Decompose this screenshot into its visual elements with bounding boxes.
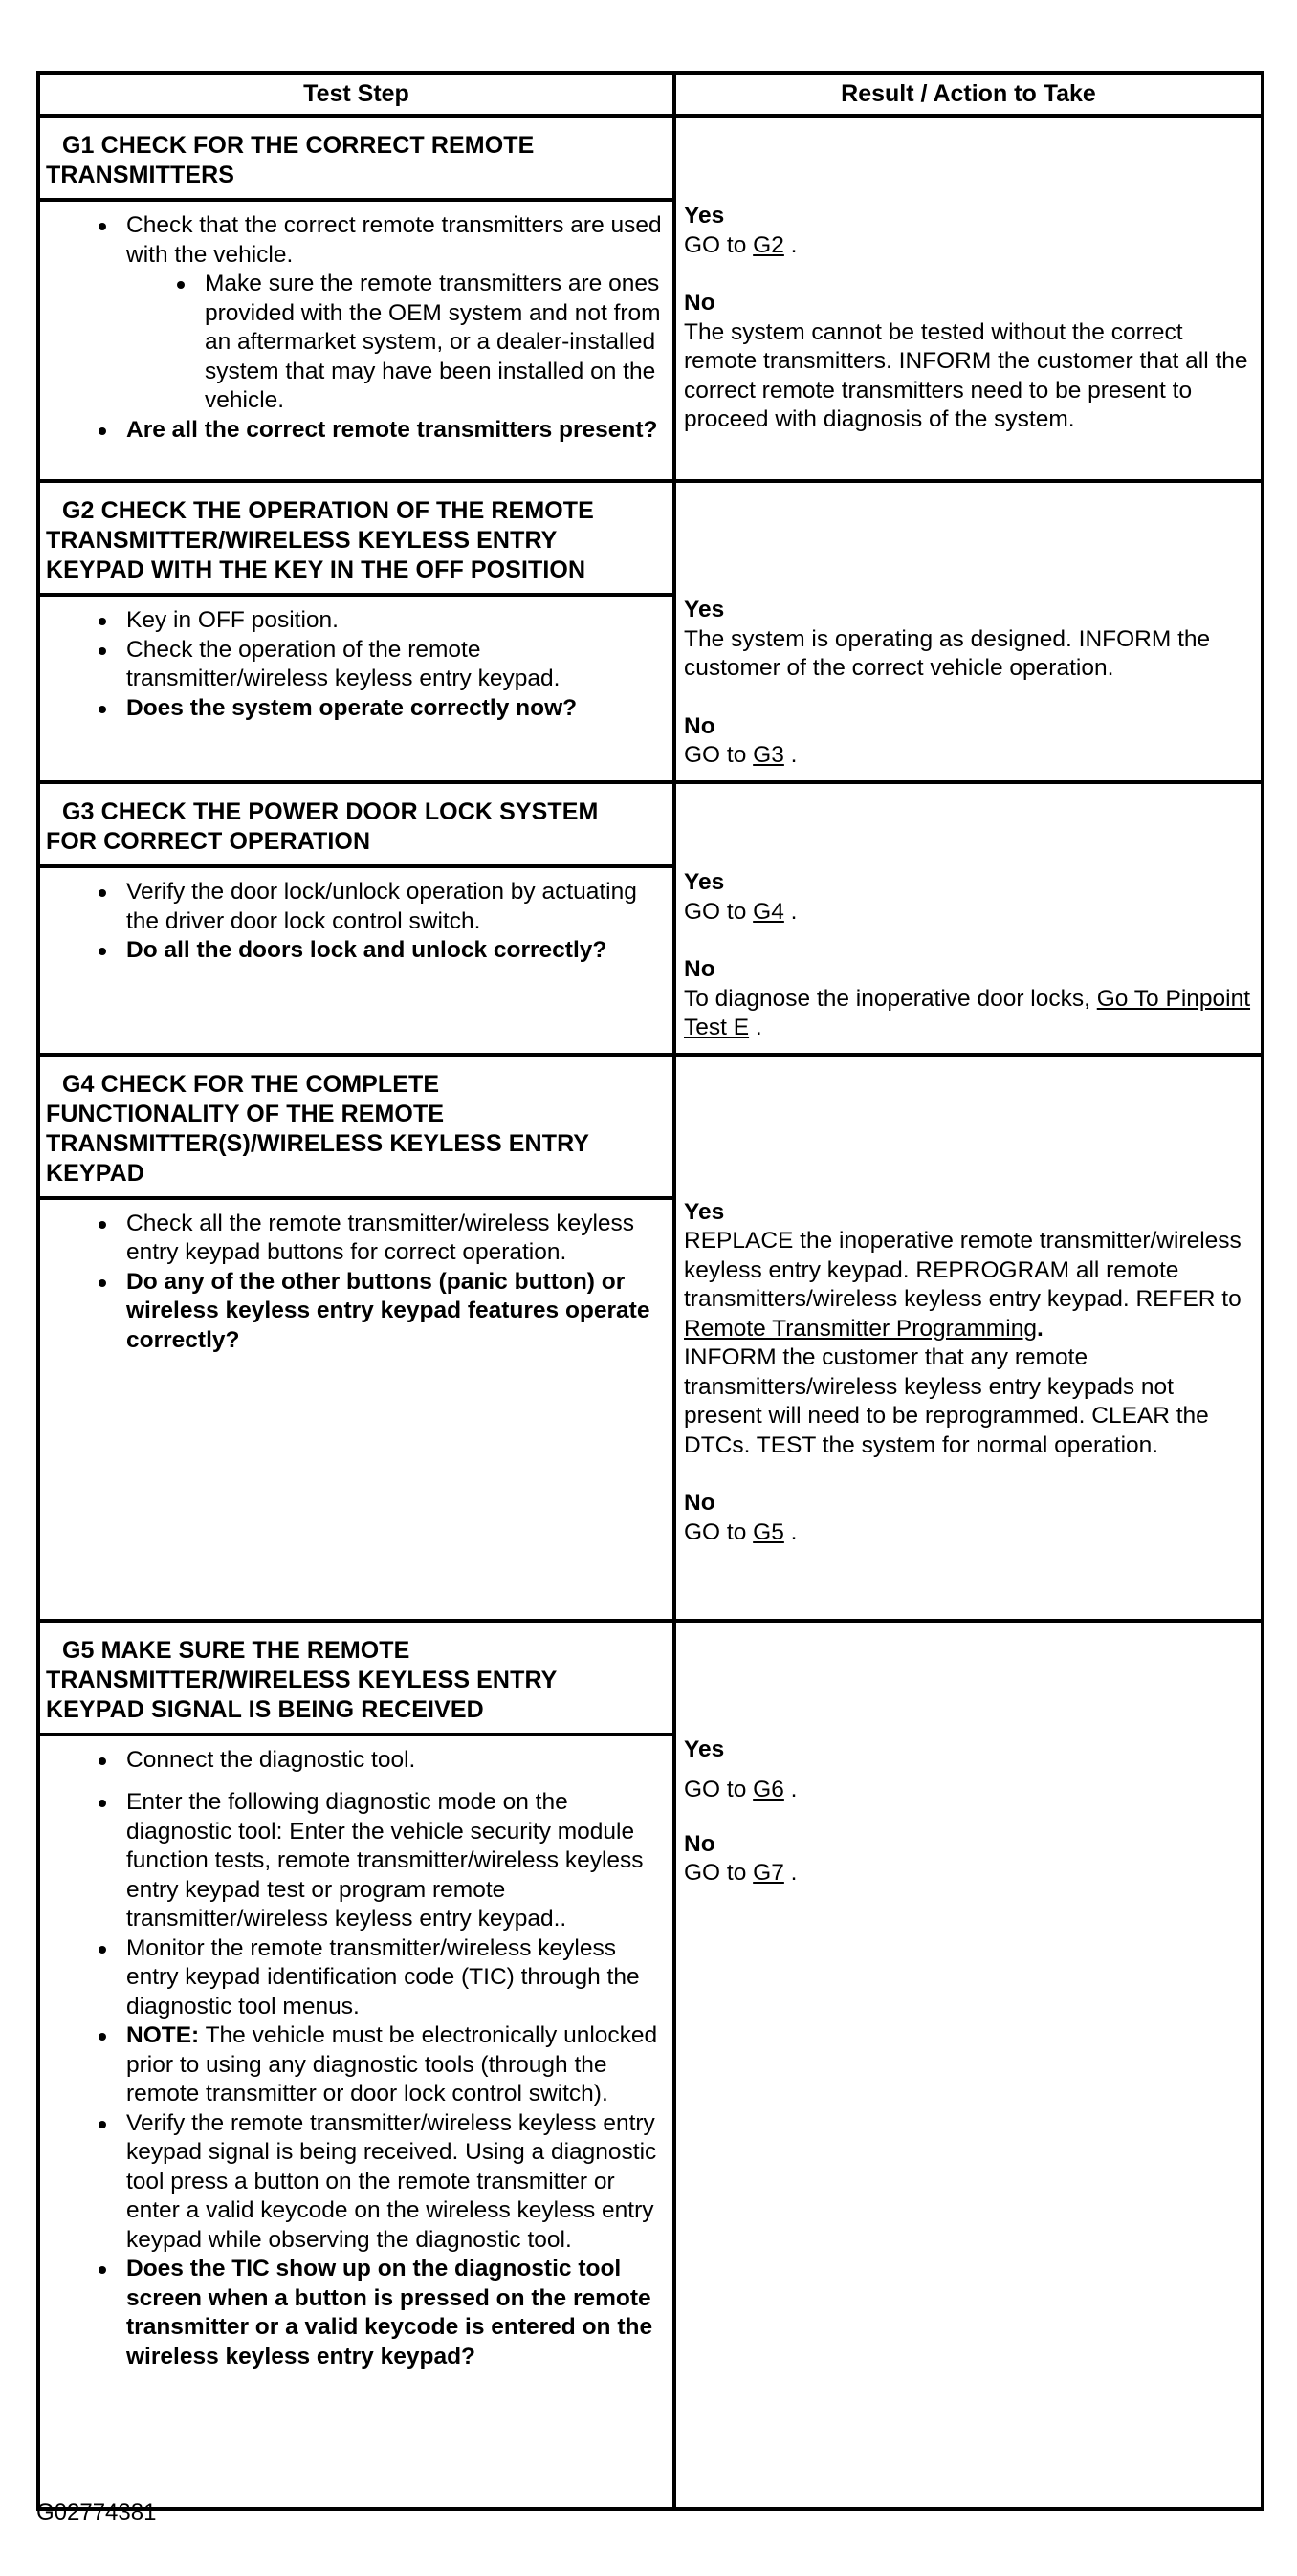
step-title-line: G3 CHECK THE POWER DOOR LOCK SYSTEM bbox=[62, 798, 599, 825]
step-title-row bbox=[38, 116, 1263, 200]
list-item: Check that the correct remote transmitters are used with the vehicle. Make sure the remote transmitters are ones provided with the OEM system and not from an aftermarket system, or a dealer-installed system that may have been installed on the vehicle. bbox=[126, 211, 665, 416]
no-label: No bbox=[684, 290, 715, 316]
result-g5: Yes GO to G6 . No GO to G7 . bbox=[674, 1621, 1263, 2509]
step-title-line: G4 CHECK FOR THE COMPLETE bbox=[62, 1070, 440, 1098]
link-pinpoint-test-e[interactable]: Go To Pinpoint Test E bbox=[684, 985, 1251, 1040]
link-g4[interactable]: G4 bbox=[753, 898, 784, 925]
list-item: Key in OFF position. bbox=[126, 606, 665, 636]
yes-text: INFORM the customer that any remote transmitters/wireless keyless entry keypads not present will need to be reprogrammed. CLEAR the DTCs. TEST the system for normal operation. bbox=[684, 1344, 1209, 1458]
no-text: GO to bbox=[684, 1518, 747, 1545]
yes-label: Yes bbox=[684, 869, 725, 895]
step-title-g3 bbox=[38, 782, 674, 866]
step-title-g1 bbox=[38, 116, 674, 200]
step-title-line: TRANSMITTER/WIRELESS KEYLESS ENTRY bbox=[46, 527, 558, 554]
step-title-line: TRANSMITTERS bbox=[46, 162, 235, 188]
link-g7[interactable]: G7 bbox=[753, 1860, 784, 1886]
list-item: Do all the doors lock and unlock correctly? bbox=[126, 936, 665, 966]
result-no: No GO to G3 . bbox=[684, 712, 1251, 771]
step-title-g5 bbox=[38, 1621, 674, 1735]
figure-id: G02774381 bbox=[36, 2500, 157, 2525]
list-item: Check all the remote transmitter/wireless keyless entry keypad buttons for correct operation. bbox=[126, 1210, 665, 1268]
link-remote-transmitter-programming[interactable]: Remote Transmitter Programming bbox=[684, 1315, 1037, 1342]
result-yes bbox=[684, 596, 1251, 684]
step-title-line: G1 CHECK FOR THE CORRECT REMOTE bbox=[62, 132, 535, 159]
step-title-g2 bbox=[38, 481, 674, 595]
step-title-line: KEYPAD SIGNAL IS BEING RECEIVED bbox=[46, 1695, 484, 1723]
list-item: Monitor the remote transmitter/wireless keyless entry keypad identification code (TIC) through the diagnostic tool menus. bbox=[126, 1934, 665, 2022]
result-no: No GO to G5 . bbox=[684, 1489, 1251, 1547]
no-text: GO to bbox=[684, 742, 747, 768]
result-g2 bbox=[674, 481, 1263, 782]
step-title-line: TRANSMITTER/WIRELESS KEYLESS ENTRY bbox=[46, 1666, 558, 1693]
yes-text: GO to bbox=[684, 231, 747, 258]
link-g2[interactable]: G2 bbox=[753, 231, 784, 258]
step-title-line: KEYPAD WITH THE KEY IN THE OFF POSITION bbox=[46, 557, 586, 583]
step-title-line: TRANSMITTER(S)/WIRELESS KEYLESS ENTRY bbox=[46, 1129, 590, 1157]
yes-label: Yes bbox=[684, 203, 725, 229]
no-label: No bbox=[684, 1490, 715, 1516]
link-g3[interactable]: G3 bbox=[753, 742, 784, 768]
step-title-line: KEYPAD bbox=[46, 1159, 144, 1187]
list-item: Does the system operate correctly now? bbox=[126, 694, 665, 724]
no-label: No bbox=[684, 956, 715, 982]
list-item: Are all the correct remote transmitters present? bbox=[126, 416, 665, 446]
step-title-row bbox=[38, 782, 1263, 866]
result-g1 bbox=[674, 116, 1263, 481]
result-yes: Yes GO to G2 . bbox=[684, 202, 1251, 260]
list-item bbox=[126, 2021, 665, 2109]
step-title-row bbox=[38, 481, 1263, 595]
yes-text: REPLACE the inoperative remote transmitter/wireless keyless entry keypad. REPROGRAM all remote transmitters/wireless keyless entry keypad. REFER to bbox=[684, 1228, 1242, 1312]
list-item: Enter the following diagnostic mode on the diagnostic tool: Enter the vehicle security module function tests, remote transmitter/wireless keyless entry keypad test or program remote transmitter/wireless keyless entry keypad.. bbox=[126, 1788, 665, 1934]
step-title-g4 bbox=[38, 1055, 674, 1198]
yes-label: Yes bbox=[684, 1198, 725, 1225]
no-label: No bbox=[684, 712, 715, 739]
result-yes: Yes REPLACE the inoperative remote transmitter/wireless keyless entry keypad. REPROGRAM all remote transmitters/wireless keyless entry keypad. REFER to Remote Transmitter Programming. INFORM the customer that any remote transmitters/wireless keyless entry keypads not present will need to be reprogrammed. CLEAR the DTCs. TEST the system for normal operation. bbox=[684, 1198, 1251, 1461]
step-body-g4 bbox=[38, 1198, 674, 1621]
header-result-action: Result / Action to Take bbox=[674, 73, 1263, 116]
yes-text: GO to bbox=[684, 1777, 747, 1802]
result-yes: Yes GO to G4 . bbox=[684, 868, 1251, 927]
result-g4 bbox=[674, 1055, 1263, 1621]
step-body-g5 bbox=[38, 1735, 674, 2509]
result-no: No To diagnose the inoperative door locks, Go To Pinpoint Test E . bbox=[684, 956, 1251, 1040]
no-text: To diagnose the inoperative door locks, bbox=[684, 985, 1090, 1012]
no-text: GO to bbox=[684, 1860, 747, 1886]
list-item: Does the TIC show up on the diagnostic tool screen when a button is pressed on the remote transmitter or a valid keycode is entered on the wireless keyless entry keypad? bbox=[126, 2255, 665, 2371]
header-test-step: Test Step bbox=[38, 73, 674, 116]
table-header-row bbox=[38, 73, 1263, 116]
list-item: Verify the remote transmitter/wireless keyless entry keypad signal is being received. Using a diagnostic tool press a button on the remote transmitter or enter a valid keycode on the wireless keyless entry keypad while observing the diagnostic tool. bbox=[126, 2109, 665, 2256]
step-body-g3 bbox=[38, 866, 674, 1054]
step-title-line: G5 MAKE SURE THE REMOTE bbox=[62, 1636, 410, 1664]
note-text: The vehicle must be electronically unlocked prior to using any diagnostic tools (through the remote transmitter or door lock control switch). bbox=[126, 2022, 658, 2107]
yes-text: The system is operating as designed. INFORM the customer of the correct vehicle operation. bbox=[684, 625, 1211, 681]
yes-label: Yes bbox=[684, 1736, 725, 1762]
step-title-line: FOR CORRECT OPERATION bbox=[46, 828, 371, 855]
yes-text: GO to bbox=[684, 898, 747, 925]
list-item: Connect the diagnostic tool. bbox=[126, 1746, 665, 1776]
result-g3 bbox=[674, 782, 1263, 1055]
list-item: Make sure the remote transmitters are ones provided with the OEM system and not from an aftermarket system, or a dealer-installed system that may have been installed on the vehicle. bbox=[205, 270, 665, 416]
list-item: Check the operation of the remote transmitter/wireless keyless entry keypad. bbox=[126, 636, 665, 694]
no-text: The system cannot be tested without the correct remote transmitters. INFORM the customer that all the correct remote transmitters need to be present to proceed with diagnosis of the system. bbox=[684, 318, 1248, 432]
step-title-row bbox=[38, 1055, 1263, 1198]
link-g5[interactable]: G5 bbox=[753, 1518, 784, 1545]
list-item: Do any of the other buttons (panic button) or wireless keyless entry keypad features operate correctly? bbox=[126, 1268, 665, 1356]
step-title-line: FUNCTIONALITY OF THE REMOTE bbox=[46, 1100, 445, 1127]
yes-label: Yes bbox=[684, 597, 725, 622]
step-body-g1 bbox=[38, 200, 674, 481]
link-g6[interactable]: G6 bbox=[753, 1777, 784, 1802]
result-no bbox=[684, 289, 1251, 435]
no-label: No bbox=[684, 1830, 715, 1857]
step-title-row bbox=[38, 1621, 1263, 1735]
test-step-table bbox=[36, 71, 1264, 2511]
note-label: NOTE: bbox=[126, 2022, 200, 2048]
step-title-line: G2 CHECK THE OPERATION OF THE REMOTE bbox=[62, 497, 594, 524]
step-body-g2 bbox=[38, 595, 674, 782]
list-item: Verify the door lock/unlock operation by actuating the driver door lock control switch. bbox=[126, 878, 665, 936]
